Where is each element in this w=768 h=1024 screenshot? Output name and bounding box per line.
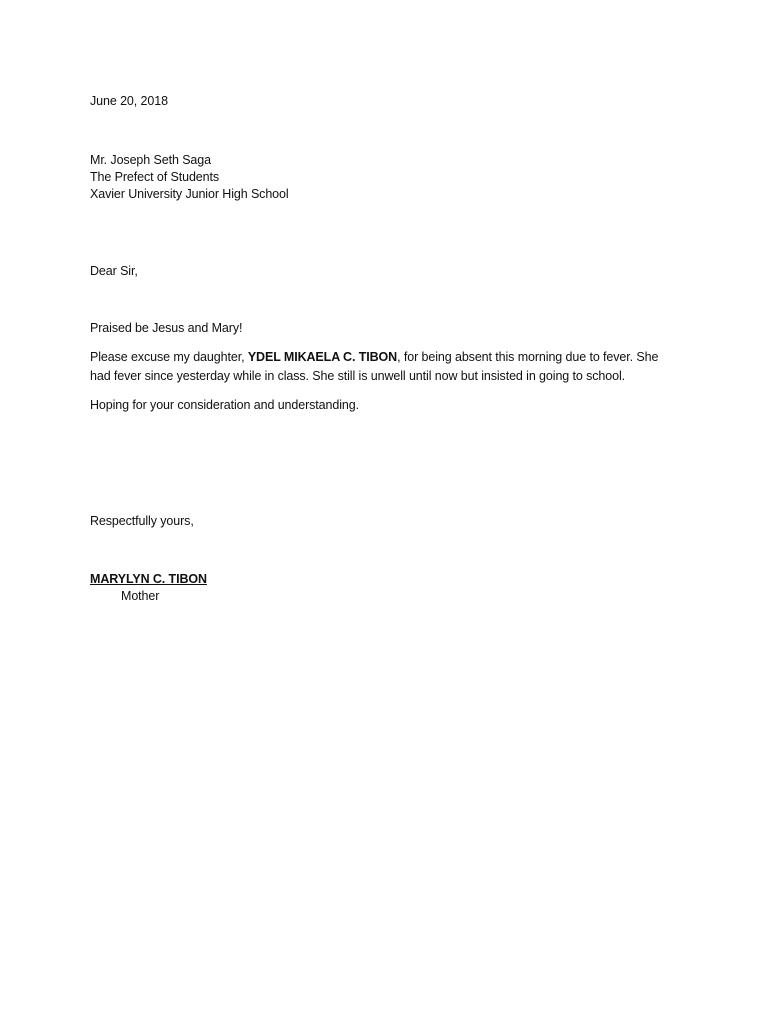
- letter-date: June 20, 2018: [90, 94, 168, 108]
- body-line-1-suffix: , for being absent this morning due to fever. She: [397, 350, 659, 364]
- body-line-1-prefix: Please excuse my daughter,: [90, 350, 248, 364]
- complimentary-close: Respectfully yours,: [90, 514, 194, 528]
- salutation: Dear Sir,: [90, 264, 138, 278]
- recipient-name: Mr. Joseph Seth Saga: [90, 153, 211, 167]
- recipient-title: The Prefect of Students: [90, 170, 220, 184]
- body-line-2: had fever since yesterday while in class. She still is unwell until now but insisted in going to school.: [90, 369, 626, 383]
- signatory-name: MARYLYN C. TIBON: [90, 572, 207, 586]
- recipient-school: Xavier University Junior High School: [90, 187, 289, 201]
- closing-paragraph: Hoping for your consideration and understanding.: [90, 398, 359, 412]
- greeting: Praised be Jesus and Mary!: [90, 321, 243, 335]
- body-line-1: [90, 348, 658, 366]
- signatory-relation: Mother: [121, 589, 160, 603]
- student-name: YDEL MIKAELA C. TIBON: [247, 350, 398, 364]
